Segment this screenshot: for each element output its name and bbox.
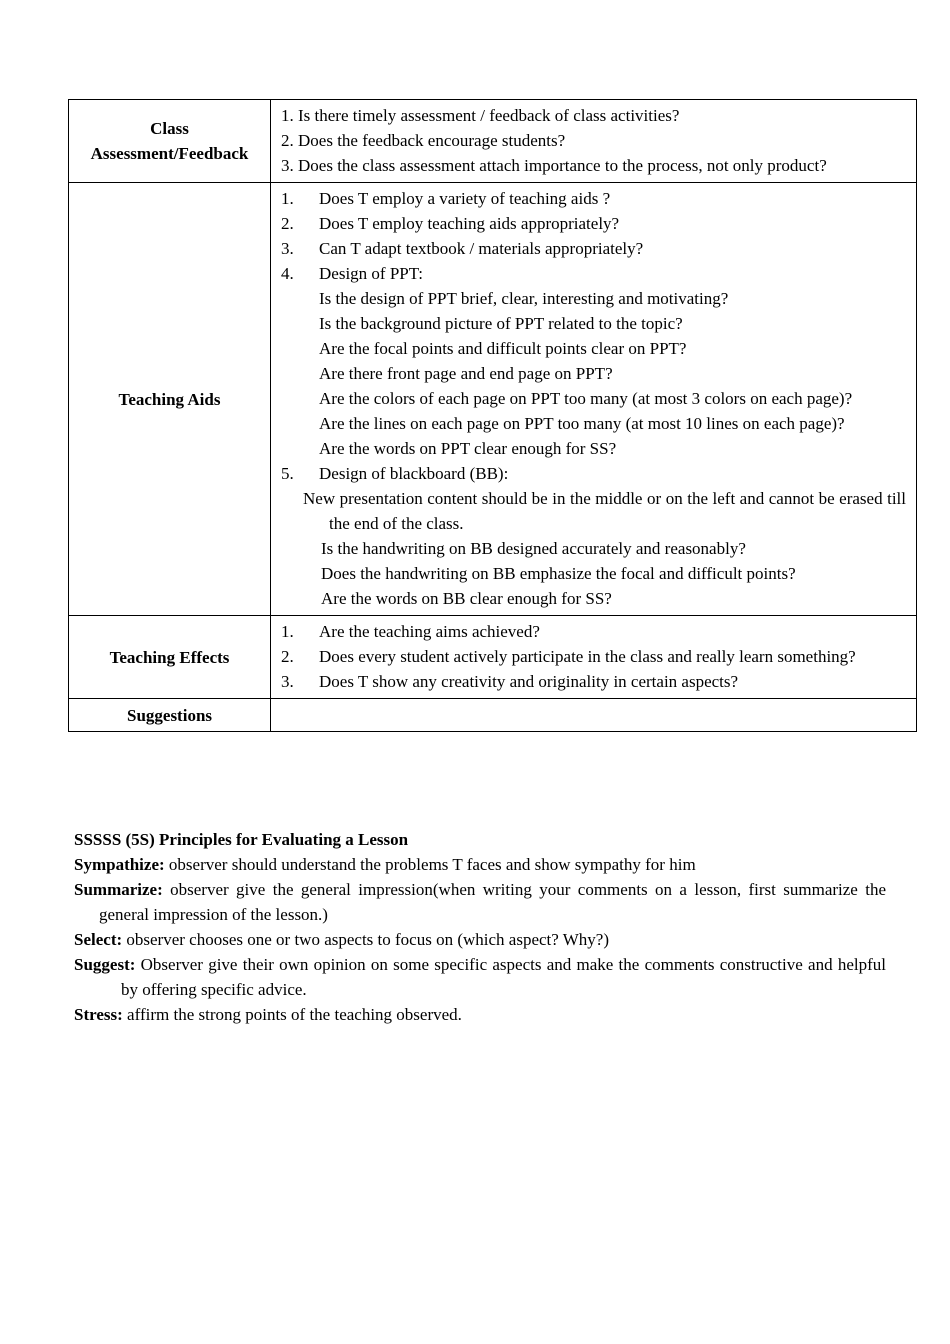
list-item bbox=[281, 669, 906, 694]
principle-term: Summarize: bbox=[74, 880, 163, 899]
list-item-text: Design of blackboard (BB): bbox=[319, 464, 509, 483]
list-item-number: 4. bbox=[281, 264, 294, 283]
list-item: 3. Does the class assessment attach importance to the process, not only product? bbox=[281, 156, 827, 175]
criteria-list bbox=[281, 103, 906, 178]
principles-heading: SSSSS (5S) Principles for Evaluating a Lesson bbox=[74, 830, 409, 849]
principle-suggest bbox=[74, 952, 886, 1002]
row-label-teaching-effects: Teaching Effects bbox=[69, 616, 271, 699]
list-item bbox=[281, 261, 906, 286]
principle-text: Observer give their own opinion on some specific aspects and make the comments constructive and helpful by offering specific advice. bbox=[121, 955, 886, 999]
principle-summarize bbox=[74, 877, 886, 927]
principle-text: affirm the strong points of the teaching observed. bbox=[122, 1005, 462, 1024]
row-content-teaching-effects bbox=[271, 616, 917, 699]
principle-text: observer should understand the problems T faces and show sympathy for him bbox=[164, 855, 696, 874]
row-content-class-assessment-feedback bbox=[271, 100, 917, 183]
principle-term: Suggest: bbox=[74, 955, 136, 974]
row-label-suggestions: Suggestions bbox=[69, 699, 271, 732]
list-item-text: Design of PPT: bbox=[319, 264, 423, 283]
sub-item: Are the words on BB clear enough for SS? bbox=[321, 589, 612, 608]
sub-item: Does the handwriting on BB emphasize the focal and difficult points? bbox=[321, 564, 796, 583]
list-item-number: 3. bbox=[281, 239, 294, 258]
sub-item: Are the words on PPT clear enough for SS? bbox=[319, 439, 617, 458]
list-item-text: Does T employ teaching aids appropriately? bbox=[319, 214, 620, 233]
principle-stress bbox=[74, 1002, 886, 1027]
list-item: 2. Does the feedback encourage students? bbox=[281, 131, 566, 150]
sub-item: Are the lines on each page on PPT too many (at most 10 lines on each page)? bbox=[319, 414, 845, 433]
row-label-line-2: Assessment/Feedback bbox=[90, 144, 249, 163]
list-item-number: 2. bbox=[281, 214, 294, 233]
principle-term: Stress: bbox=[74, 1005, 123, 1024]
row-content-suggestions[interactable] bbox=[271, 699, 917, 732]
row-label-teaching-aids: Teaching Aids bbox=[69, 183, 271, 616]
list-item bbox=[281, 461, 906, 486]
sub-item: Is the background picture of PPT related to the topic? bbox=[319, 314, 683, 333]
list-item-text: Does T show any creativity and originality in certain aspects? bbox=[319, 672, 739, 691]
list-item-number: 2. bbox=[281, 647, 294, 666]
sub-item: Are the focal points and difficult points clear on PPT? bbox=[319, 339, 687, 358]
table-row bbox=[69, 100, 917, 183]
list-item bbox=[281, 644, 906, 669]
list-item bbox=[281, 619, 906, 644]
list-item bbox=[281, 211, 906, 236]
principle-select bbox=[74, 927, 886, 952]
sub-item: Are the colors of each page on PPT too many (at most 3 colors on each page)? bbox=[319, 389, 853, 408]
table-row bbox=[69, 183, 917, 616]
list-item-text: Does every student actively participate in the class and really learn something? bbox=[319, 647, 856, 666]
row-content-teaching-aids bbox=[271, 183, 917, 616]
principle-term: Select: bbox=[74, 930, 123, 949]
criteria-list bbox=[281, 619, 906, 694]
sub-item: New presentation content should be in the middle or on the left and cannot be erased till the end of the class. bbox=[303, 489, 906, 533]
list-item-text: Can T adapt textbook / materials appropriately? bbox=[319, 239, 644, 258]
list-item-text: Are the teaching aims achieved? bbox=[319, 622, 540, 641]
list-item bbox=[281, 236, 906, 261]
sub-item: Is the handwriting on BB designed accurately and reasonably? bbox=[321, 539, 746, 558]
principle-text: observer chooses one or two aspects to focus on (which aspect? Why?) bbox=[122, 930, 610, 949]
evaluation-table bbox=[68, 99, 917, 732]
sub-item: Is the design of PPT brief, clear, interesting and motivating? bbox=[319, 289, 729, 308]
criteria-list bbox=[281, 186, 906, 611]
table-row bbox=[69, 699, 917, 732]
list-item-number: 3. bbox=[281, 672, 294, 691]
list-item bbox=[281, 186, 906, 211]
list-item-number: 5. bbox=[281, 464, 294, 483]
list-item-number: 1. bbox=[281, 189, 294, 208]
list-item: 1. Is there timely assessment / feedback of class activities? bbox=[281, 106, 680, 125]
principle-text: observer give the general impression(when writing your comments on a lesson, first summarize the general impression of the lesson.) bbox=[99, 880, 886, 924]
row-label-line-1: Class bbox=[150, 119, 189, 138]
row-label-class-assessment-feedback bbox=[69, 100, 271, 183]
table-row bbox=[69, 616, 917, 699]
sub-item: Are there front page and end page on PPT? bbox=[319, 364, 613, 383]
list-item-number: 1. bbox=[281, 622, 294, 641]
principle-sympathize bbox=[74, 852, 886, 877]
principle-term: Sympathize: bbox=[74, 855, 165, 874]
principles-section bbox=[74, 827, 886, 1027]
list-item-text: Does T employ a variety of teaching aids ? bbox=[319, 189, 611, 208]
